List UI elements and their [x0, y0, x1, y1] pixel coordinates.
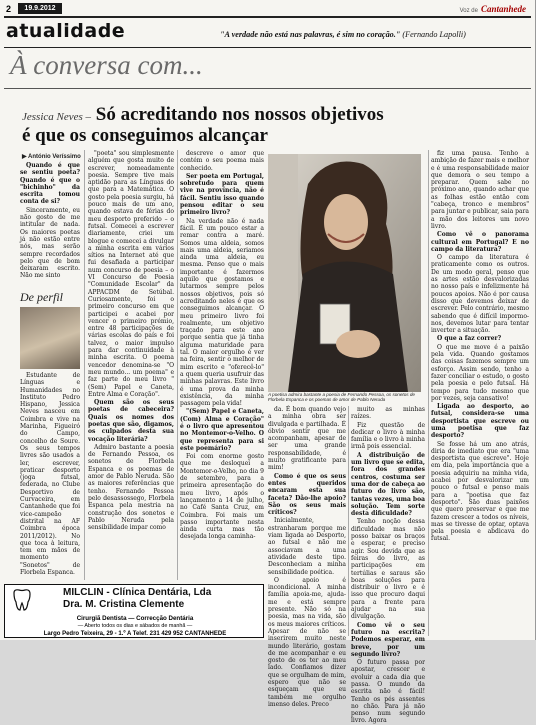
- interview-answer: da. É bom quando vejo a minha obra ser divulgada e partilhada. É óbvio sentir que me acompanham, apesar de ser uma grande responsabilidade, é muito gratificante para mim!: [268, 406, 346, 472]
- section-quote: [220, 30, 466, 39]
- article-photo: [268, 154, 421, 392]
- interview-question: Ligada ao desporto, ao futsal, considera-se uma desportista que escreve ou uma poetisa que faz desporto?: [431, 403, 529, 440]
- doctor-name: Dra. M. Cristina Clemente: [63, 599, 185, 610]
- interview-question: Quando é que se sentiu poeta? Quando é que o "bichinho" da escrita tomou conta de si?: [20, 162, 80, 206]
- interview-answer: "poeta" sou simplesmente alguém que gosta muito de escrever, nomeadamente poesia. Sempre tive mais aptidão para as Línguas do que para a Matemática. O gosto pela poesia surgiu, há pouco mais de um ano, quando estava de férias do meu desporto preferido – o futsal. Comecei a escrever diariamente, criei um blogue e comecei a divulgar a minha escrita em vários sítios na Internet até que fui desafiada a participar num concurso de poesia – o VI Concurso de Poesia "Comunidade Escolar" da APPACDM de Setúbal. Curiosamente, foi o primeiro concurso em que participei e acabei por vencer o primeiro prémio, entre 48 participações de várias escolas do país e foi talvez, o maior impulso para dar continuidade à minha escrita. O poema vencedor denomina-se "O meu mundo... um poema" e faz parte do meu livro "(Sem) Papel e Caneta, Entre Alma e Coração".: [88, 150, 174, 398]
- subsection-title: À conversa com...: [10, 50, 203, 80]
- byline: ▶ António Veríssimo: [22, 154, 81, 160]
- interview-answer: Na verdade não é nada fácil. É um pouco estar a remar contra a maré. Somos uma aldeia, somos mais uma aldeia, seriamos ainda uma aldeia, eu mesma. Penso que o mais importante é fazermos aquilo que gostamos e lutarmos sempre pelos nossos objetivos, pois só acreditando neles é que os conseguimos alcançar. O meu primeiro livro foi realmente, um objetivo traçado para este ano porque sentia que já tinha alguma maturidade para tal. O maior orgulho é ver na feira, sentir o melhor de mim escrito e "oferecê-lo" a quem queria usufruir das minhas palavras. Este livro é uma prova da minha existência, da minha passagem pela vida!: [180, 217, 264, 408]
- profile-portrait: [20, 307, 80, 369]
- column-divider: [177, 150, 178, 580]
- column-divider: [348, 406, 349, 636]
- interview-question: O que a faz correr?: [437, 335, 502, 343]
- interview-question: Como vê o seu futuro na escrita? Podemos esperar, em breve, por um segundo livro?: [351, 621, 425, 658]
- interview-answer: O campo da literatura é praticamente como os outros. De um modo geral, penso que as artes estão desvalorizadas no nosso país e infelizmente há poucos apoios. Não é por causa disso que devemos deixar de escrever. Pelo contrário, mesmo sabendo que é difícil impormo-nos, devemos lutar para tentar inverter a situação.: [431, 254, 529, 335]
- quote-text: "A verdade não está nas palavras, é sim no coração.": [220, 30, 401, 39]
- subsection-rule: [4, 88, 531, 89]
- tooth-icon: [11, 588, 33, 612]
- profile-paragraph: Estudante de Línguas e Humanidades no Instituto Pedro Hispano, Jessica Neves nasceu em Coimbra e vive na Marinha, Figueiró do Campo, concelho de Soure. Os seus tempos livres são usados a ler, escrever, praticar desporto (joga futsal, federada, no Clube Desportivo de Curvaceira, em Cantanhede que foi vice-campeão distrital na AF Coimbra época 2011/2012). No que toca à leitura, tem em mãos de momento "Sonetos" de Florbela Espanca.: [20, 372, 80, 577]
- headline-line-2: é que os conseguimos alcançar: [22, 125, 268, 146]
- article-column-4: [268, 406, 346, 708]
- interview-question: Quem são os seus poetas de cabeceira? Quais os nomes dos poetas que são, digamos, os culpados desta sua vocação literária?: [88, 399, 174, 443]
- interview-answer: descreve o amor que contém o seu poema mais conhecido.: [180, 150, 264, 172]
- clinic-name: MILCLIN - Clínica Dentária, Lda: [63, 587, 212, 598]
- profile-title: De perfil: [20, 290, 63, 304]
- headline-line-1: Só acreditando nos nossos objetivos: [95, 104, 384, 125]
- interview-question: Como vê o panorama cultural em Portugal? E no campo da literatura?: [431, 231, 529, 253]
- interview-question: Ser poeta em Portugal, sobretudo para quem vive na província, não é fácil. Sentiu isso quando pensou editar o seu primeiro livro?: [180, 172, 264, 217]
- profile-text: [20, 372, 80, 580]
- interview-answer: O que me move é a paixão pela vida. Quando gostamos das coisas fazemos sempre um esforço. Assim sendo, tenho a fazer conciliar o estudo, o gosto pela poesia e pelo futsal. Há tempo para tudo mesmo que por vezes, seja cansativo!: [431, 343, 529, 402]
- masthead-prefix: Voz de: [459, 8, 478, 14]
- clinic-address: Largo Pedro Teixeira, 29 - 1.º A Telef. 231 429 952 CANTANHEDE: [43, 631, 227, 637]
- masthead: [460, 4, 526, 14]
- interview-answer: Foi com enorme gosto que me desloquei a Montemor-o-Velho, no dia 9 de setembro, para a primeira apresentação do meu livro, após o lançamento a 14 de julho, no Café Santa Cruz, em Coimbra. Foi mais um passo importante nesta ainda curta mas tão desejada longa caminha-: [180, 453, 264, 541]
- article-column-2: [88, 150, 174, 580]
- interview-answer: muito as minhas raízes.: [351, 406, 425, 421]
- issue-date: 19.9.2012: [18, 3, 62, 14]
- interview-answer: Tenho noção dessa dificuldade mas não posso baixar os braços e esperar, e preciso agir. Sou devida que as feiras do livro, as participações em tertúlias e saraus são boas soluções para distribuir o livro e é isso que procuro daqui para a frente para ajudar na sua divulgação.: [351, 518, 425, 621]
- interviewee-name: Jessica Neves –: [22, 111, 92, 123]
- masthead-title: Cantanhede: [480, 4, 526, 14]
- page-number: 2: [6, 4, 12, 14]
- column-divider: [84, 150, 85, 580]
- interview-answer: O apoio é incondicional. A minha família apoia-me, ajuda-me e está sempre presente. Não só na poesia, mas na vida, são os meus maiores críticos. Apesar de não se inserirem muito neste mundo literário, gostam de me acompanhar e eu gosto de os ter ao meu lado. Confiamos dizer que se orgulham de mim, espero que não se esqueçam que eu também me orgulho imenso deles. Preco: [268, 576, 346, 708]
- section-title: atualidade: [6, 20, 126, 42]
- interview-answer: Sinceramente, eu não gosto de me intitular de nada. Os maiores poetas já não estão entre nós, mas serão sempre recordados pelo que de bom deixaram escrito. Não me sinto: [20, 206, 80, 280]
- interview-answer: Admiro bastante a poesia de Fernando Pessoa, os sonetos de Florbela Espanca e os poemas de amor de Pablo Neruda. São as maiores referências que tenho. Fernando Pessoa pelo desassossego, Florbela Espanca pela mestria na construção dos sonetos e Pablo Neruda pela sensibilidade impar como: [88, 443, 174, 532]
- interview-answer: Inicialmente, estranharam porque me viam ligada ao Desporto, ao futsal e não me associavam a uma atividade deste tipo. Desconheciam a minha sensibilidade poética.: [268, 517, 346, 576]
- top-rule: [4, 16, 531, 18]
- interview-question: "(Sem) Papel e Caneta, (Com) Alma e Coração" é o livro que apresentou no Montemor-o-Velho. O que representa para si este poemário?: [180, 408, 264, 452]
- dental-clinic-ad: [4, 584, 264, 638]
- section-rule: [4, 47, 531, 48]
- article-column-1: [20, 162, 80, 286]
- column-divider: [428, 150, 429, 636]
- interview-answer: Fiz questão de dedicar o livro à minha família e o livro à minha irmã pois essencial.: [351, 421, 425, 451]
- interview-answer: Se fosse há um ano atrás, diria de imediato que era "uma desportista que escreve". Hoje em dia, pela importância que a poesia adquiriu na minha vida, acabei por desvalorizar um pouco o futsal e penso mais para a "poetisa que faz desporto". São duas paixões que quero preservar e que me fazem crescer a todos os níveis, mas se tivesse de optar, optava pela poesia e abdicava do futsal.: [431, 440, 529, 543]
- page-top-bar: [0, 2, 536, 16]
- clinic-hours: — Aberto todos os dias e sábados de manhã —: [77, 623, 193, 629]
- quote-author: (Fernando Lapolli): [402, 30, 466, 39]
- interview-answer: fiz uma pausa. Tenho a ambição de fazer mais e melhor e é uma responsabilidade maior que demora o seu tempo a preparar. Quem sabe no próximo ano, quando achar que as folhas estão então com "cabeça, tronco e membros" para juntar e publicar, saia para a mão dos leitores um novo livro.: [431, 150, 529, 230]
- photo-image: [268, 154, 421, 392]
- interview-question: A distribuição de um livro que se edita, fora dos grandes centros, costuma ser uma dor de cabeça ao futuro do livro são, tantas vezes, uma boa solução. Tem sorte desta dificuldade?: [351, 451, 426, 518]
- article-column-3: [180, 150, 264, 580]
- article-column-6: [431, 150, 529, 636]
- photo-caption: A poetisa admira bastante a poesia de Fernando Pessoa, os sonetos de Florbela Espanca e os poemas de amor de Pablo Neruda: [268, 392, 415, 403]
- interview-question: Como é que os seus entes queridos encaram esta sua faceta? Dão-lhe apoio? São os seus mais críticos?: [268, 472, 346, 517]
- clinic-specialties: Cirurgiã Dentista — Correcção Dentária: [76, 615, 194, 622]
- interview-answer: O futuro passa por apostar, crescer e evoluir a cada dia que passa. O mundo da escrita não é fácil! Tenho os pés assentes no chão. Para já não penso num segundo livro. Agora: [351, 659, 425, 725]
- article-column-5: [351, 406, 426, 725]
- article-headline: [22, 104, 492, 146]
